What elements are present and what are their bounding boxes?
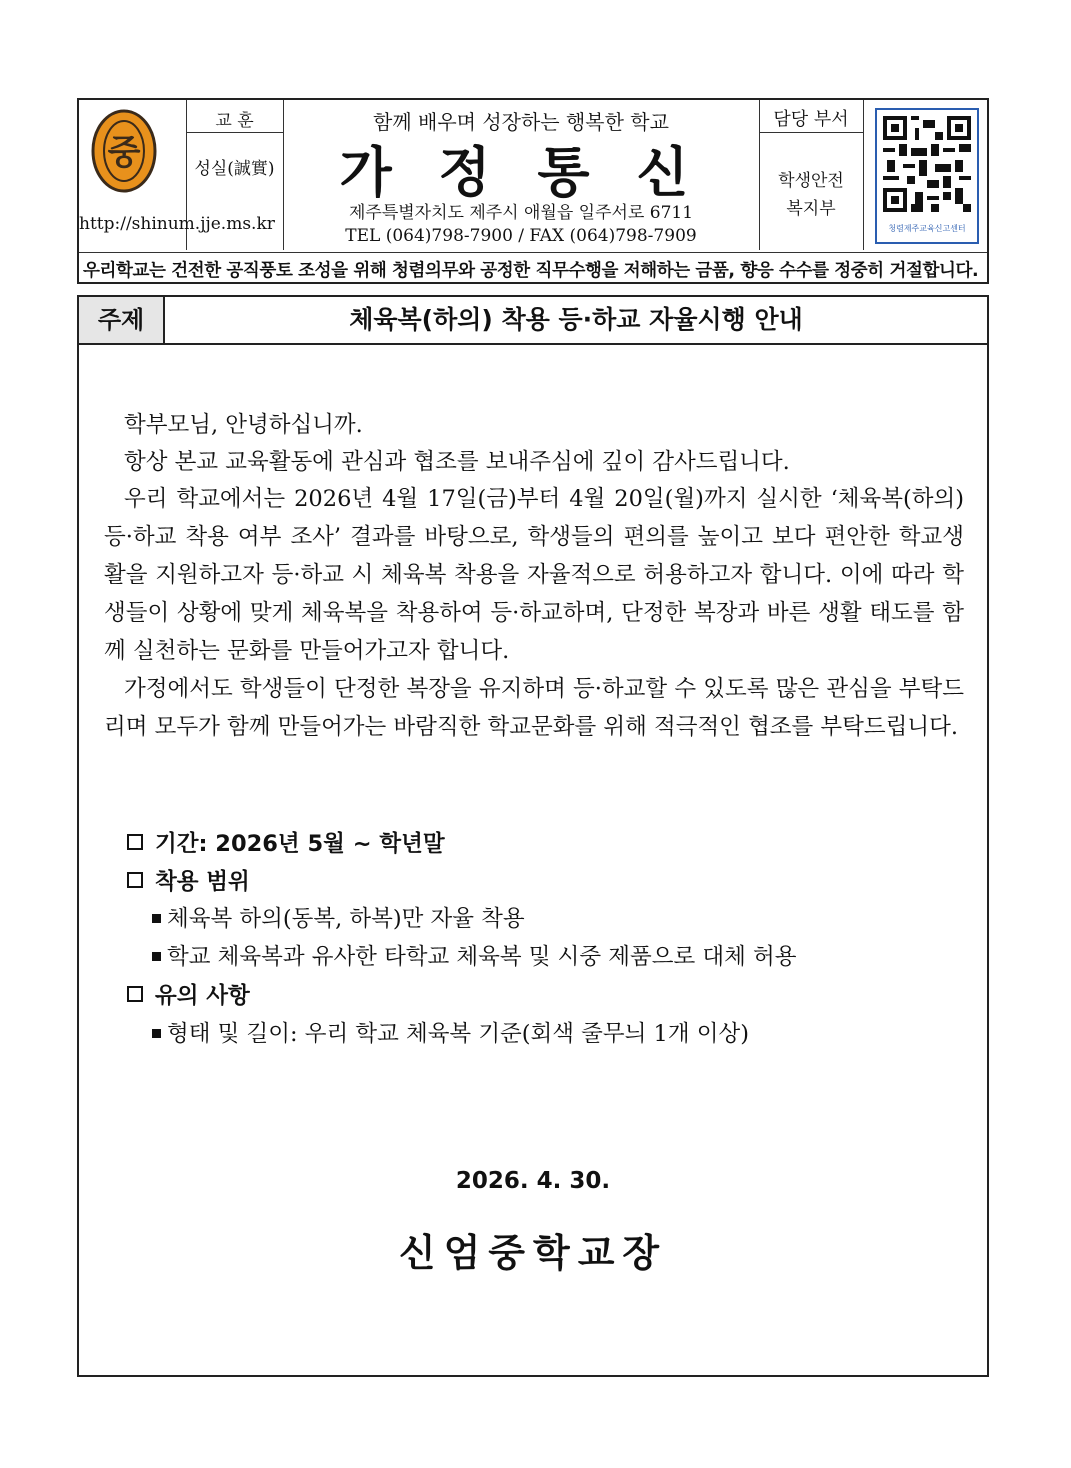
school-website: http://shinum.jje.ms.kr	[79, 214, 275, 234]
subject-title: 체육복(하의) 착용 등·하교 자율시행 안내	[349, 305, 803, 334]
checkbox-square-icon	[127, 872, 143, 888]
motto-value: 성실(誠實)	[194, 159, 275, 179]
scope-text-2: 학교 체육복과 유사한 타학교 체육복 및 시중 제품으로 대체 허용	[167, 944, 797, 970]
subject-label: 주제	[79, 297, 165, 343]
qr-code[interactable]	[875, 108, 979, 244]
department-line2: 복지부	[786, 199, 836, 219]
period-text: 기간: 2026년 5월 ~ 학년말	[155, 831, 445, 857]
document-date: 2026. 4. 30.	[455, 1168, 611, 1194]
header-table	[77, 98, 989, 284]
subject-row	[77, 295, 989, 345]
divider	[759, 132, 863, 133]
notes-heading	[127, 978, 250, 1010]
thanks-text: 항상 본교 교육활동에 관심과 협조를 보내주심에 깊이 감사드립니다.	[124, 449, 790, 475]
scope-text-1: 체육복 하의(동복, 하복)만 자율 착용	[167, 906, 525, 932]
department-label: 담당 부서	[773, 109, 849, 130]
divider	[863, 100, 864, 250]
bullet-icon	[152, 952, 161, 961]
department-line1: 학생안전	[778, 171, 844, 191]
main-paragraph: 우리 학교에서는 2026년 4월 17일(금)부터 4월 20일(월)까지 실시한 ‘체육복(하의) 등·하교 착용 여부 조사’ 결과를 바탕으로, 학생들의 편의를 높이고 보다 편안한 학교생활을 지원하고자 등·하교 시 체육복 착용을 자율적으로 허용하고자 합니다. 이에 따라 학생들이 상황에 맞게 체육복을 착용하여 등·하교하며, 단정한 복장과 바른 생활 태도를 함께 실천하는 문화를 만들어가고자 합니다.	[104, 486, 964, 664]
scope-item-2	[152, 939, 796, 971]
notes-title: 유의 사항	[155, 983, 250, 1009]
notes-text-1: 형태 및 길이: 우리 학교 체육복 기준(회색 줄무늬 1개 이상)	[167, 1021, 749, 1047]
greeting-text: 학부모님, 안녕하십니까.	[124, 412, 363, 438]
bullet-icon	[152, 1029, 161, 1038]
scope-item-1	[152, 901, 525, 933]
page-title: 가 정 통 신	[339, 141, 703, 204]
checkbox-square-icon	[127, 986, 143, 1002]
school-contact: TEL (064)798-7900 / FAX (064)798-7909	[345, 226, 697, 246]
period-item	[127, 826, 445, 858]
integrity-notice: 우리학교는 건전한 공직풍토 조성을 위해 청렴의무와 공정한 직무수행을 저해하는 금품, 향응 수수를 정중히 거절합니다.	[83, 261, 979, 281]
request-paragraph: 가정에서도 학생들이 단정한 복장을 유지하며 등·하교할 수 있도록 많은 관심을 부탁드리며 모두가 함께 만들어가는 바람직한 학교문화를 위해 적극적인 협조를 부탁드립니다.	[104, 676, 964, 740]
school-slogan: 함께 배우며 성장하는 행복한 학교	[373, 110, 669, 134]
qr-caption: 청렴제주교육신고센터	[888, 224, 966, 233]
checkbox-square-icon	[127, 834, 143, 850]
school-address: 제주특별자치도 제주시 애월읍 일주서로 6711	[348, 203, 694, 223]
motto-label: 교 훈	[215, 111, 254, 131]
principal-signature: 신엄중학교장	[398, 1231, 668, 1275]
divider	[79, 252, 987, 253]
notes-item-1	[152, 1016, 749, 1048]
bullet-icon	[152, 914, 161, 923]
scope-title: 착용 범위	[155, 869, 250, 895]
scope-heading	[127, 864, 250, 896]
divider	[186, 132, 283, 133]
school-logo-glyph: 중	[107, 133, 141, 173]
school-logo-icon	[91, 109, 157, 193]
qr-code-icon	[883, 116, 971, 212]
